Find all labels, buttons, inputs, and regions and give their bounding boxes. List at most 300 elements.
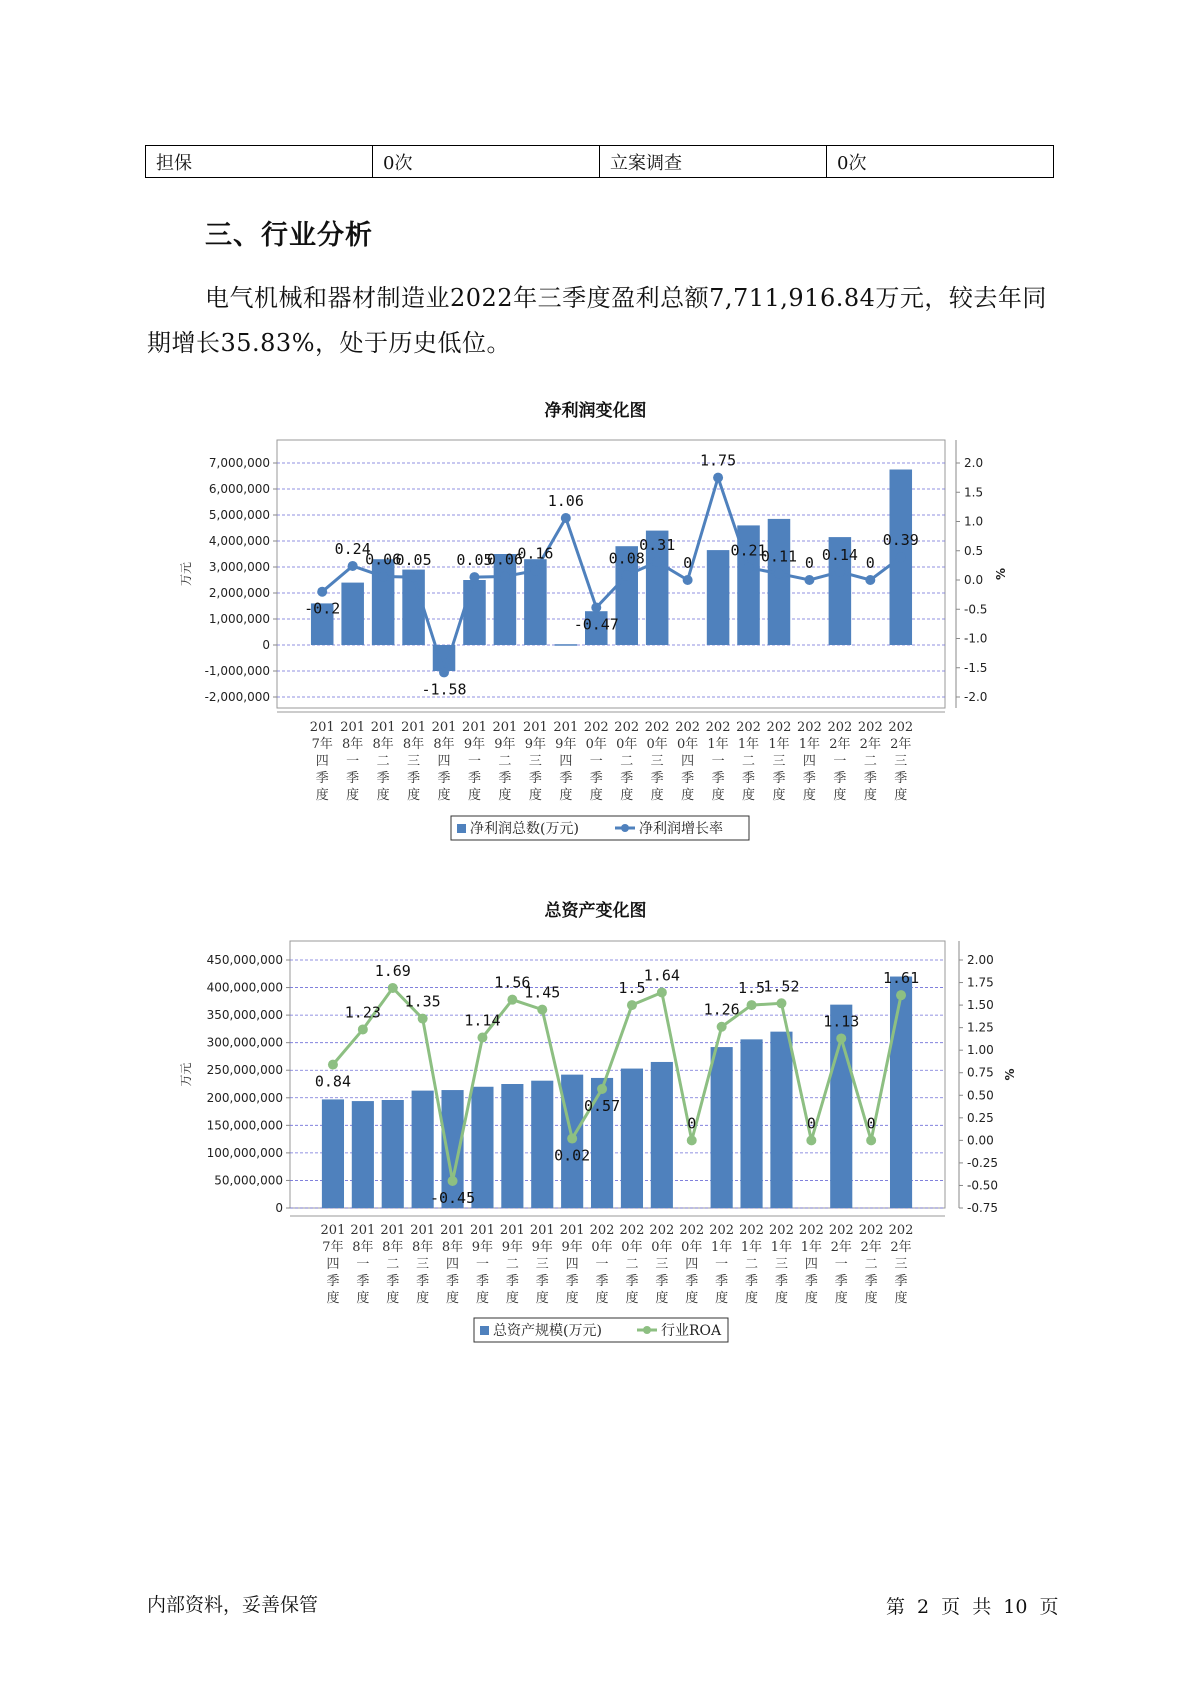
- x-tick-label: 度: [505, 1291, 519, 1306]
- x-tick-label: 0年: [681, 1240, 703, 1255]
- y2-tick-label: -0.5: [964, 602, 988, 617]
- bar: [382, 1100, 404, 1208]
- x-tick-label: 202: [679, 1223, 705, 1238]
- y-tick-label: 300,000,000: [206, 1035, 283, 1050]
- x-tick-label: 季: [715, 1274, 729, 1289]
- series-point: [687, 1135, 697, 1145]
- series-point: [537, 1005, 547, 1015]
- x-tick-label: 度: [356, 1291, 370, 1306]
- x-tick-label: 201: [370, 720, 396, 735]
- x-tick-label: 度: [681, 788, 695, 803]
- x-tick-label: 季: [802, 771, 816, 786]
- data-label: 1.26: [703, 1000, 740, 1019]
- x-tick-label: 度: [346, 788, 360, 803]
- x-tick-label: 一: [356, 1257, 370, 1272]
- x-tick-label: 2年: [860, 1240, 882, 1255]
- x-tick-label: 9年: [524, 737, 547, 752]
- x-tick-label: 季: [711, 771, 725, 786]
- table-cell-value: 0次: [373, 146, 600, 178]
- data-label: -0.2: [304, 599, 341, 618]
- series-point: [836, 1033, 846, 1043]
- y-tick-label: 2,000,000: [208, 586, 270, 600]
- x-tick-label: 201: [492, 720, 518, 735]
- y-tick-label: 150,000,000: [206, 1118, 283, 1133]
- x-tick-label: 一: [834, 1257, 848, 1272]
- bar: [740, 1039, 762, 1208]
- x-tick-label: 季: [864, 1274, 878, 1289]
- x-tick-label: 度: [625, 1291, 639, 1306]
- x-tick-label: 一: [467, 754, 481, 769]
- data-label: 0.24: [334, 539, 371, 558]
- data-label: 1.06: [547, 491, 584, 510]
- x-tick-label: 四: [326, 1257, 340, 1272]
- data-label: -1.58: [421, 680, 467, 699]
- x-tick-label: 度: [745, 1291, 759, 1306]
- x-tick-label: 9年: [463, 737, 486, 752]
- x-tick-label: 8年: [412, 1240, 434, 1255]
- y2-tick-label: 0.5: [964, 543, 984, 558]
- data-label: 0: [804, 554, 814, 572]
- footer-page-number: 第 2 页 共 10 页: [886, 1596, 1059, 1618]
- y2-tick-label: 0.75: [967, 1065, 994, 1080]
- y-tick-label: 3,000,000: [208, 560, 270, 574]
- x-tick-label: 季: [535, 1274, 549, 1289]
- x-tick-label: 季: [589, 771, 603, 786]
- bar: [890, 977, 912, 1208]
- x-tick-label: 度: [685, 1291, 699, 1306]
- x-tick-label: 201: [410, 1223, 436, 1238]
- x-tick-label: 201: [553, 720, 579, 735]
- series-point: [627, 1000, 637, 1010]
- x-tick-label: 四: [804, 1257, 818, 1272]
- footer-confidential-note: 内部资料，妥善保管: [147, 1594, 319, 1616]
- x-tick-label: 8年: [372, 737, 394, 752]
- x-tick-label: 度: [711, 788, 725, 803]
- x-tick-label: 7年: [322, 1240, 344, 1255]
- x-tick-label: 9年: [501, 1240, 523, 1255]
- y2-tick-label: -1.5: [964, 660, 988, 675]
- x-tick-label: 季: [505, 1274, 519, 1289]
- x-tick-label: 201: [522, 720, 548, 735]
- bar: [531, 1081, 553, 1208]
- data-label: 1.64: [643, 966, 680, 985]
- x-tick-label: 0年: [646, 737, 668, 752]
- x-tick-label: 201: [440, 1223, 465, 1238]
- legend-bar-swatch: [480, 1326, 489, 1335]
- data-label: 0: [866, 1114, 876, 1133]
- data-label: 0.16: [517, 544, 554, 563]
- x-tick-label: 季: [625, 1274, 639, 1289]
- body-paragraph: 电气机械和器材制造业2022年三季度盈利总额7,711,916.84万元，较去年同期增长35.83%，处于历史低位。: [147, 284, 1047, 357]
- x-tick-label: 三: [772, 754, 786, 769]
- x-tick-label: 季: [834, 1274, 848, 1289]
- x-tick-label: 三: [535, 1257, 549, 1272]
- data-label: 0.57: [583, 1096, 621, 1115]
- y-tick-label: 6,000,000: [208, 482, 270, 496]
- data-label: 0.06: [365, 550, 402, 569]
- data-label: 0.08: [608, 549, 645, 568]
- x-tick-label: 季: [416, 1274, 430, 1289]
- y-tick-label: 250,000,000: [206, 1063, 283, 1078]
- x-tick-label: 201: [529, 1223, 555, 1238]
- x-tick-label: 四: [681, 754, 695, 769]
- legend-line-marker: [643, 1326, 651, 1334]
- x-tick-label: 度: [416, 1291, 430, 1306]
- x-tick-label: 季: [742, 771, 756, 786]
- x-tick-label: 9年: [531, 1240, 553, 1255]
- data-label: 1.56: [494, 973, 531, 992]
- total-assets-chart-title: 总资产变化图: [544, 901, 647, 921]
- series-point: [388, 983, 398, 993]
- y2-tick-label: -0.75: [967, 1201, 999, 1215]
- data-label: 0.14: [821, 545, 858, 564]
- data-label: 0.21: [730, 541, 767, 560]
- y-tick-label: 1,000,000: [208, 612, 270, 626]
- x-tick-label: 度: [446, 1291, 460, 1306]
- x-tick-label: 0年: [621, 1240, 643, 1255]
- series-point: [507, 995, 517, 1005]
- data-label: 1.14: [464, 1011, 501, 1030]
- bar: [322, 1099, 344, 1208]
- x-tick-label: 1年: [770, 1240, 793, 1255]
- x-tick-label: 季: [559, 771, 573, 786]
- x-tick-label: 9年: [471, 1240, 494, 1255]
- x-tick-label: 202: [828, 1223, 854, 1238]
- x-tick-label: 201: [470, 1223, 495, 1238]
- legend-bar-label: 净利润总数(万元): [470, 821, 579, 837]
- x-tick-label: 季: [356, 1274, 370, 1289]
- data-label: 1.75: [700, 451, 737, 470]
- net-profit-chart-title: 净利润变化图: [544, 401, 647, 421]
- data-label: 0.06: [486, 550, 523, 569]
- x-tick-label: 四: [446, 1257, 460, 1272]
- x-tick-label: 度: [894, 788, 908, 803]
- x-tick-label: 度: [528, 788, 542, 803]
- x-tick-label: 度: [376, 788, 390, 803]
- x-tick-label: 一: [346, 754, 360, 769]
- x-tick-label: 季: [685, 1274, 699, 1289]
- y2-tick-label: -2.0: [964, 690, 988, 704]
- x-tick-label: 季: [894, 771, 908, 786]
- x-tick-label: 度: [565, 1291, 579, 1306]
- data-label: 1.35: [404, 992, 441, 1011]
- x-tick-label: 度: [742, 788, 756, 803]
- y2-tick-label: 0.0: [964, 573, 984, 587]
- x-tick-label: 度: [834, 1291, 848, 1306]
- data-label: 0.05: [456, 551, 493, 570]
- x-tick-label: 季: [498, 771, 512, 786]
- x-tick-label: 8年: [342, 737, 364, 752]
- x-tick-label: 季: [833, 771, 847, 786]
- y2-axis-title: %: [1003, 1068, 1017, 1081]
- data-label: 1.45: [524, 983, 561, 1002]
- data-label: 0: [683, 554, 693, 572]
- y-tick-label: 5,000,000: [208, 508, 270, 522]
- x-tick-label: 度: [620, 788, 634, 803]
- x-tick-label: 季: [528, 771, 542, 786]
- x-tick-label: 8年: [382, 1240, 404, 1255]
- x-tick-label: 一: [711, 754, 725, 769]
- y2-tick-label: 1.25: [967, 1020, 994, 1035]
- y-tick-label: 7,000,000: [208, 456, 270, 470]
- data-label: 0: [865, 554, 875, 572]
- x-tick-label: 季: [772, 771, 786, 786]
- x-tick-label: 季: [620, 771, 634, 786]
- x-tick-label: 一: [595, 1257, 609, 1272]
- data-label: 1.5: [738, 979, 766, 998]
- x-tick-label: 202: [798, 1223, 824, 1238]
- x-tick-label: 二: [620, 754, 634, 769]
- x-tick-label: 度: [655, 1291, 669, 1306]
- x-tick-label: 202: [644, 720, 670, 735]
- x-tick-label: 202: [766, 720, 792, 735]
- x-tick-label: 度: [595, 1291, 609, 1306]
- x-tick-label: 9年: [555, 737, 577, 752]
- data-label: 0.84: [314, 1072, 352, 1091]
- x-tick-label: 202: [739, 1223, 764, 1238]
- y-tick-label: 200,000,000: [206, 1090, 283, 1105]
- x-tick-label: 季: [467, 771, 481, 786]
- x-tick-label: 二: [864, 1257, 878, 1272]
- x-tick-label: 四: [437, 754, 451, 769]
- x-tick-label: 1年: [707, 737, 729, 752]
- table-cell-value: 0次: [827, 146, 1054, 178]
- x-tick-label: 三: [894, 1257, 908, 1272]
- x-tick-label: 季: [745, 1274, 759, 1289]
- bar: [621, 1069, 643, 1208]
- series-point: [776, 998, 786, 1008]
- x-tick-label: 201: [462, 720, 487, 735]
- x-tick-label: 8年: [433, 737, 455, 752]
- x-tick-label: 2年: [859, 737, 881, 752]
- x-tick-label: 201: [340, 720, 366, 735]
- data-label: 1.13: [823, 1012, 860, 1031]
- data-label: 0.11: [760, 547, 798, 566]
- x-tick-label: 0年: [585, 737, 607, 752]
- x-tick-label: 二: [386, 1257, 400, 1272]
- legend-line-label: 净利润增长率: [639, 821, 723, 837]
- y-tick-label: 50,000,000: [214, 1173, 283, 1188]
- legend-line-label: 行业ROA: [661, 1323, 722, 1339]
- data-label: 1.23: [344, 1003, 381, 1022]
- x-tick-label: 度: [864, 1291, 878, 1306]
- x-tick-label: 202: [769, 1223, 794, 1238]
- series-point: [328, 1060, 338, 1070]
- y2-tick-label: 1.00: [967, 1043, 994, 1058]
- x-tick-label: 2年: [890, 1240, 912, 1255]
- x-tick-label: 201: [309, 720, 335, 735]
- x-tick-label: 三: [894, 754, 908, 769]
- x-tick-label: 季: [595, 1274, 609, 1289]
- series-point: [448, 1176, 458, 1186]
- x-tick-label: 1年: [737, 737, 760, 752]
- x-tick-label: 度: [772, 788, 786, 803]
- x-tick-label: 度: [315, 788, 329, 803]
- x-tick-label: 9年: [494, 737, 516, 752]
- x-tick-label: 三: [407, 754, 421, 769]
- x-tick-label: 度: [326, 1291, 340, 1306]
- x-tick-label: 202: [675, 720, 701, 735]
- x-tick-label: 2年: [830, 1240, 852, 1255]
- x-tick-label: 202: [589, 1223, 615, 1238]
- x-tick-label: 一: [715, 1257, 729, 1272]
- x-tick-label: 度: [407, 788, 421, 803]
- bar: [501, 1084, 523, 1208]
- x-tick-label: 201: [350, 1223, 376, 1238]
- series-point: [597, 1084, 607, 1094]
- bar: [352, 1101, 374, 1208]
- table-cell-label: 立案调查: [600, 146, 827, 178]
- x-tick-label: 度: [894, 1291, 908, 1306]
- x-tick-label: 季: [894, 1274, 908, 1289]
- x-tick-label: 度: [650, 788, 664, 803]
- x-tick-label: 二: [625, 1257, 639, 1272]
- x-tick-label: 202: [858, 1223, 884, 1238]
- series-point: [866, 1135, 876, 1145]
- x-tick-label: 一: [475, 1257, 489, 1272]
- data-label: -0.45: [429, 1188, 476, 1207]
- data-label: 1.69: [374, 961, 411, 980]
- x-tick-label: 7年: [311, 737, 333, 752]
- x-tick-label: 季: [681, 771, 695, 786]
- x-tick-label: 201: [380, 1223, 406, 1238]
- x-tick-label: 季: [386, 1274, 400, 1289]
- y2-tick-label: 2.0: [964, 456, 984, 470]
- x-tick-label: 202: [619, 1223, 645, 1238]
- y2-tick-label: 1.5: [964, 485, 984, 500]
- x-tick-label: 一: [589, 754, 603, 769]
- x-tick-label: 1年: [711, 1240, 733, 1255]
- x-tick-label: 202: [888, 1223, 914, 1238]
- x-tick-label: 季: [804, 1274, 818, 1289]
- data-label: 0: [687, 1114, 697, 1133]
- x-tick-label: 季: [346, 771, 360, 786]
- x-tick-label: 度: [774, 1291, 788, 1306]
- bar: [770, 1032, 792, 1208]
- x-tick-label: 202: [797, 720, 822, 735]
- x-tick-label: 0年: [651, 1240, 673, 1255]
- x-tick-label: 三: [774, 1257, 788, 1272]
- series-point: [418, 1014, 428, 1024]
- x-tick-label: 季: [437, 771, 451, 786]
- x-tick-label: 二: [376, 754, 390, 769]
- x-tick-label: 季: [446, 1274, 460, 1289]
- y-tick-label: 4,000,000: [208, 534, 270, 548]
- x-tick-label: 202: [583, 720, 609, 735]
- y2-tick-label: -0.25: [967, 1155, 999, 1170]
- series-point: [806, 1135, 816, 1145]
- x-tick-label: 202: [857, 720, 883, 735]
- x-tick-label: 度: [467, 788, 481, 803]
- series-point: [567, 1134, 577, 1144]
- x-tick-label: 季: [407, 771, 421, 786]
- y2-tick-label: 1.50: [967, 998, 994, 1013]
- x-tick-label: 0年: [616, 737, 638, 752]
- x-tick-label: 度: [804, 1291, 818, 1306]
- series-point: [358, 1024, 368, 1034]
- y-tick-label: -2,000,000: [204, 690, 270, 704]
- x-tick-label: 季: [655, 1274, 669, 1289]
- x-tick-label: 二: [863, 754, 877, 769]
- y2-tick-label: 0.25: [967, 1110, 994, 1125]
- x-tick-label: 三: [416, 1257, 430, 1272]
- x-tick-label: 四: [685, 1257, 699, 1272]
- x-tick-label: 1年: [768, 737, 790, 752]
- x-tick-label: 季: [650, 771, 664, 786]
- x-tick-label: 202: [705, 720, 731, 735]
- x-tick-label: 度: [715, 1291, 729, 1306]
- data-label: 0.05: [395, 551, 432, 570]
- series-point: [747, 1000, 757, 1010]
- x-tick-label: 201: [499, 1223, 525, 1238]
- x-tick-label: 度: [559, 788, 573, 803]
- x-tick-label: 1年: [800, 1240, 822, 1255]
- data-label: 0: [806, 1114, 816, 1133]
- x-tick-label: 度: [589, 788, 603, 803]
- x-tick-label: 度: [833, 788, 847, 803]
- y-tick-label: 0: [262, 638, 270, 652]
- y2-tick-label: 0.00: [967, 1133, 994, 1148]
- x-tick-label: 四: [315, 754, 329, 769]
- x-tick-label: 度: [863, 788, 877, 803]
- y-tick-label: -1,000,000: [204, 664, 270, 678]
- x-tick-label: 1年: [798, 737, 821, 752]
- data-label: 0.02: [554, 1146, 591, 1165]
- x-tick-label: 9年: [561, 1240, 583, 1255]
- x-tick-label: 四: [565, 1257, 579, 1272]
- x-tick-label: 1年: [740, 1240, 763, 1255]
- y-tick-label: 350,000,000: [206, 1008, 283, 1023]
- series-point: [717, 1022, 727, 1032]
- x-tick-label: 二: [742, 754, 756, 769]
- x-tick-label: 度: [437, 788, 451, 803]
- x-tick-label: 201: [431, 720, 457, 735]
- table-cell-label: 担保: [146, 146, 373, 178]
- data-label: -0.47: [573, 615, 619, 634]
- x-tick-label: 8年: [402, 737, 425, 752]
- y2-tick-label: -1.0: [964, 631, 988, 646]
- x-tick-label: 三: [528, 754, 542, 769]
- x-tick-label: 季: [315, 771, 329, 786]
- x-tick-label: 季: [774, 1274, 788, 1289]
- x-tick-label: 201: [559, 1223, 585, 1238]
- x-tick-label: 三: [655, 1257, 669, 1272]
- x-tick-label: 季: [565, 1274, 579, 1289]
- y-axis-title: 万元: [179, 1062, 193, 1087]
- data-label: 1.61: [882, 969, 920, 988]
- series-point: [477, 1033, 487, 1043]
- x-tick-label: 三: [650, 754, 664, 769]
- data-label: 0.39: [882, 531, 919, 550]
- y-tick-label: 450,000,000: [206, 953, 283, 967]
- data-label: 1.5: [618, 979, 646, 998]
- x-tick-label: 0年: [591, 1240, 613, 1255]
- data-label: 1.52: [763, 977, 800, 996]
- x-tick-label: 202: [888, 720, 914, 735]
- x-tick-label: 202: [827, 720, 853, 735]
- x-tick-label: 季: [326, 1274, 340, 1289]
- y2-tick-label: -0.50: [967, 1178, 999, 1193]
- x-tick-label: 202: [614, 720, 640, 735]
- x-tick-label: 一: [833, 754, 847, 769]
- x-tick-label: 度: [498, 788, 512, 803]
- bar: [711, 1047, 733, 1208]
- x-tick-label: 0年: [676, 737, 699, 752]
- y2-tick-label: 1.0: [964, 514, 984, 529]
- x-tick-label: 季: [376, 771, 390, 786]
- x-tick-label: 四: [802, 754, 816, 769]
- series-point: [896, 990, 906, 1000]
